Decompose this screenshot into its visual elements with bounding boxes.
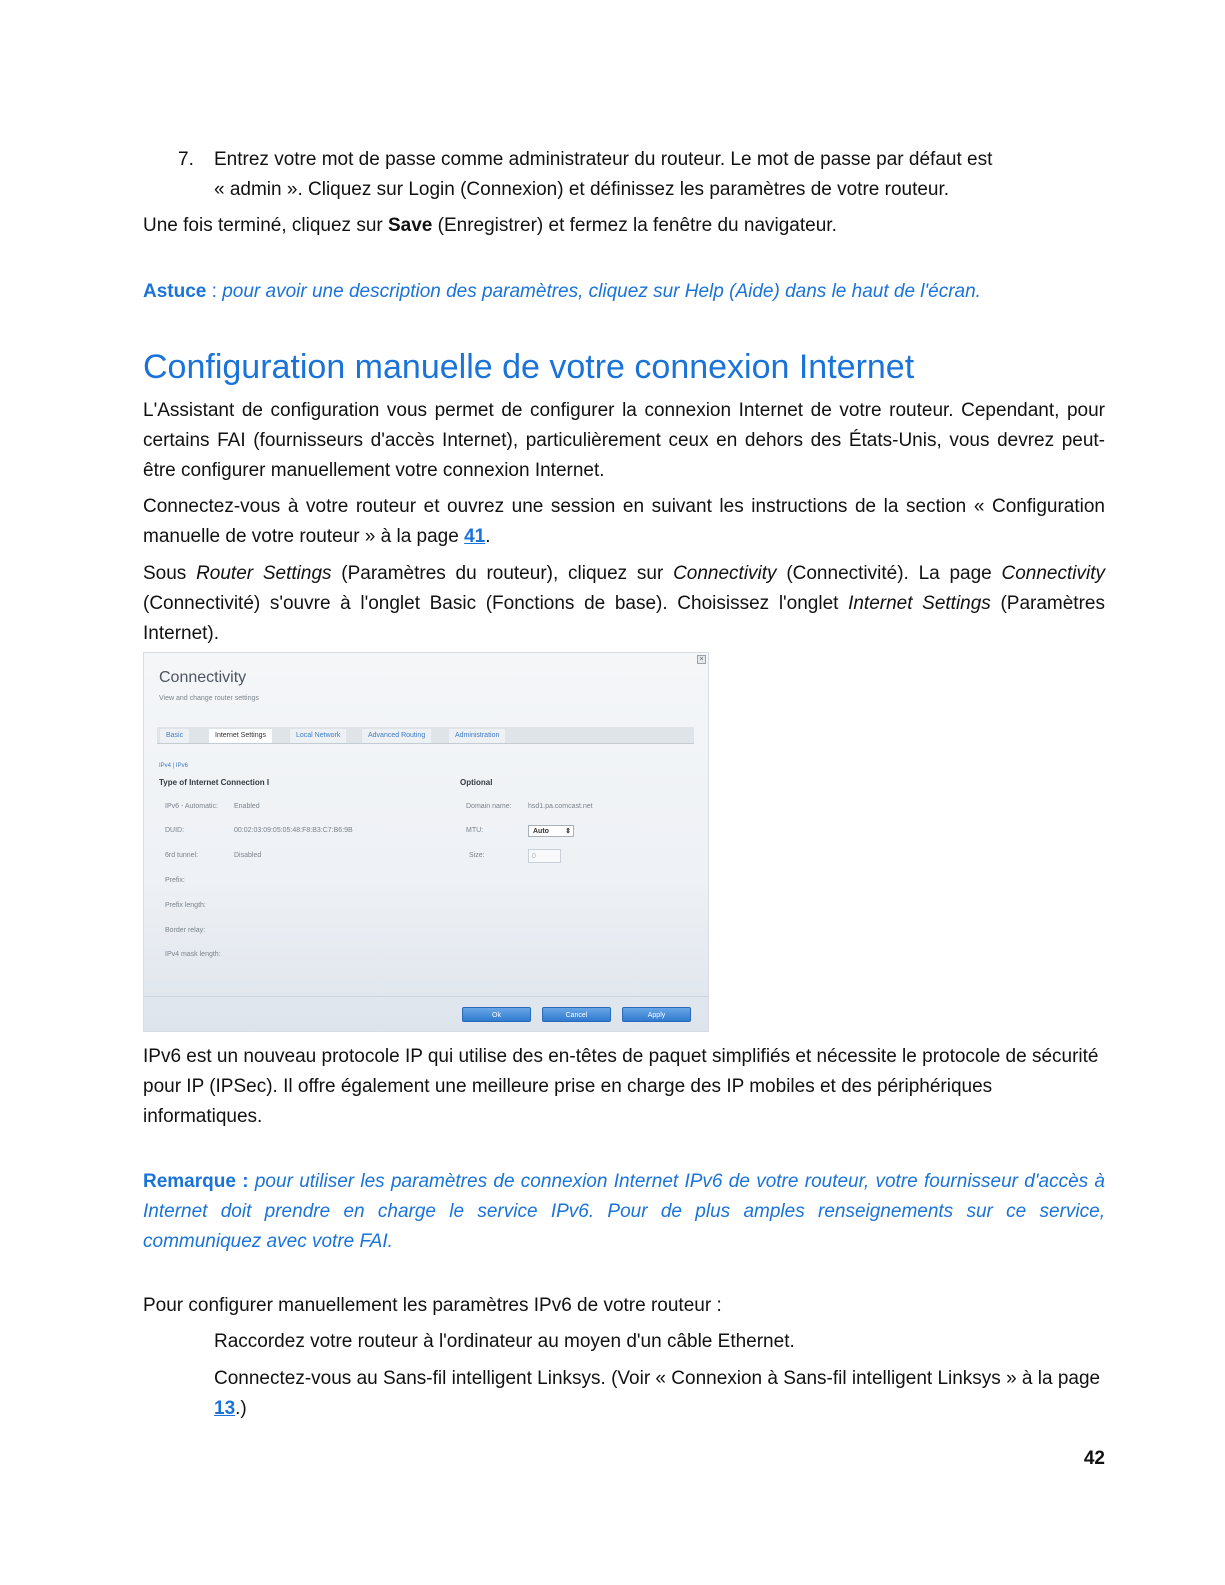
rs-italic-3: Connectivity	[1001, 563, 1105, 584]
done-suffix: (Enregistrer) et fermez la fenêtre du navigateur.	[432, 215, 837, 236]
tip-paragraph	[143, 277, 1105, 307]
step-7-line-2: « admin ». Cliquez sur Login (Connexion) et définissez les paramètres de votre routeur.	[214, 179, 950, 200]
rs-italic-2: Connectivity	[673, 563, 777, 584]
rs-text-2: (Paramètres du routeur), cliquez sur	[331, 563, 674, 584]
optional-heading: Optional	[460, 778, 493, 787]
note-text: pour utiliser les paramètres de connexion Internet IPv6 de votre routeur, votre fournisseur d'accès à Internet doit prendre en charge le service IPv6. Pour de plus amples renseignements sur ce service, communiquez avec votre FAI.	[143, 1171, 1106, 1252]
connectivity-screenshot	[143, 652, 709, 1032]
tab-bar	[157, 727, 694, 744]
rs-text-1: Sous	[143, 563, 197, 584]
rs-text-4: (Connectivité) s'ouvre à l'onglet Basic (Fonctions de base). Choisissez l'onglet	[143, 593, 849, 614]
field-label: IPv4 mask length:	[165, 951, 221, 958]
paragraph-ipv6: IPv6 est un nouveau protocole IP qui utilise des en-têtes de paquet simplifiés et nécessite le protocole de sécurité pour IP (IPSec). Il offre également une meilleure prise en charge des IP mobiles et des périphériques informatiques.	[143, 1046, 1099, 1127]
field-value: Disabled	[234, 852, 262, 859]
tab-basic[interactable]: Basic	[160, 729, 189, 743]
field-label: Prefix length:	[165, 902, 206, 909]
page-13-link[interactable]: 13	[214, 1398, 236, 1419]
close-icon[interactable]: ×	[697, 655, 706, 664]
ip-version-switch[interactable]: IPv4 | IPv6	[159, 763, 188, 769]
rs-text-5: (Paramètres Internet).	[143, 593, 1105, 644]
linksys-text: Connectez-vous au Sans-fil intelligent Linksys. (Voir « Connexion à Sans-fil intelligent Linksys » à la page	[214, 1368, 1101, 1389]
tab-administration[interactable]: Administration	[449, 729, 505, 743]
field-label: Border relay:	[165, 927, 206, 934]
section-heading: Configuration manuelle de votre connexion Internet	[143, 348, 915, 386]
tip-label: Astuce	[143, 281, 207, 302]
size-input[interactable]: 0	[528, 849, 561, 863]
field-label: DUID:	[165, 827, 185, 834]
tip-text: pour avoir une description des paramètres, cliquez sur Help (Aide) dans le haut de l'écran.	[222, 281, 981, 302]
login-text: Connectez-vous à votre routeur et ouvrez une session en suivant les instructions de la section « Configuration manuelle de votre routeur » à la page	[143, 496, 1105, 547]
field-label: Size:	[469, 852, 485, 859]
footer-divider	[144, 996, 709, 997]
field-label: 6rd tunnel:	[165, 852, 199, 859]
ok-button[interactable]: Ok	[462, 1007, 531, 1022]
rs-italic-1: Router Settings	[196, 563, 332, 584]
screenshot-subtitle: View and change router settings	[159, 695, 259, 702]
cancel-button[interactable]: Cancel	[542, 1007, 611, 1022]
mtu-value: Auto	[533, 828, 549, 835]
paragraph-login	[143, 492, 1105, 552]
done-paragraph	[143, 211, 1105, 241]
connection-type-heading: Type of Internet Connection I	[159, 778, 270, 787]
step-number: 7.	[178, 149, 194, 170]
rs-italic-4: Internet Settings	[848, 593, 991, 614]
mtu-select[interactable]	[528, 825, 574, 837]
step-7-line-1: Entrez votre mot de passe comme administrateur du routeur. Le mot de passe par défaut est	[214, 149, 993, 170]
save-label: Save	[388, 215, 433, 236]
domain-name-value: hsd1.pa.comcast.net	[528, 803, 593, 810]
note-label: Remarque :	[143, 1171, 249, 1192]
page-number: 42	[1083, 1448, 1105, 1469]
paragraph-intro: L'Assistant de configuration vous permet de configurer la connexion Internet de votre routeur. Cependant, pour certains FAI (fournisseurs d'accès Internet), particulièrement ceux en dehors des États-Unis, vous devrez peut-être configurer manuellement votre connexion Internet.	[143, 400, 1105, 481]
tab-local-network[interactable]: Local Network	[290, 729, 346, 743]
field-label: MTU:	[466, 827, 484, 834]
tab-internet-settings[interactable]: Internet Settings	[209, 729, 272, 743]
rs-text-3: (Connectivité). La page	[776, 563, 1002, 584]
tab-advanced-routing[interactable]: Advanced Routing	[362, 729, 431, 743]
done-prefix: Une fois terminé, cliquez sur	[143, 215, 388, 236]
paragraph-router-settings	[143, 559, 1105, 649]
spinner-arrows-icon: ⇕	[565, 828, 571, 835]
paragraph-configure: Pour configurer manuellement les paramètres IPv6 de votre routeur :	[143, 1295, 722, 1316]
linksys-end: .)	[235, 1398, 247, 1419]
note-paragraph	[143, 1167, 1105, 1257]
field-value: Enabled	[234, 803, 260, 810]
field-value: 00:02:03:09:05:05:48:F8:B3:C7:B6:9B	[234, 827, 353, 834]
apply-button[interactable]: Apply	[622, 1007, 691, 1022]
screenshot-title: Connectivity	[159, 669, 247, 686]
field-label: Domain name:	[466, 803, 512, 810]
page-41-link[interactable]: 41	[464, 526, 486, 547]
login-end: .	[485, 526, 491, 547]
field-label: IPv6 - Automatic:	[165, 803, 218, 810]
step-7-text	[214, 145, 1105, 205]
field-label: Prefix:	[165, 877, 185, 884]
tip-separator: :	[206, 281, 223, 302]
step-login-linksys	[214, 1364, 1105, 1424]
step-connect-cable: Raccordez votre routeur à l'ordinateur au moyen d'un câble Ethernet.	[214, 1331, 795, 1352]
